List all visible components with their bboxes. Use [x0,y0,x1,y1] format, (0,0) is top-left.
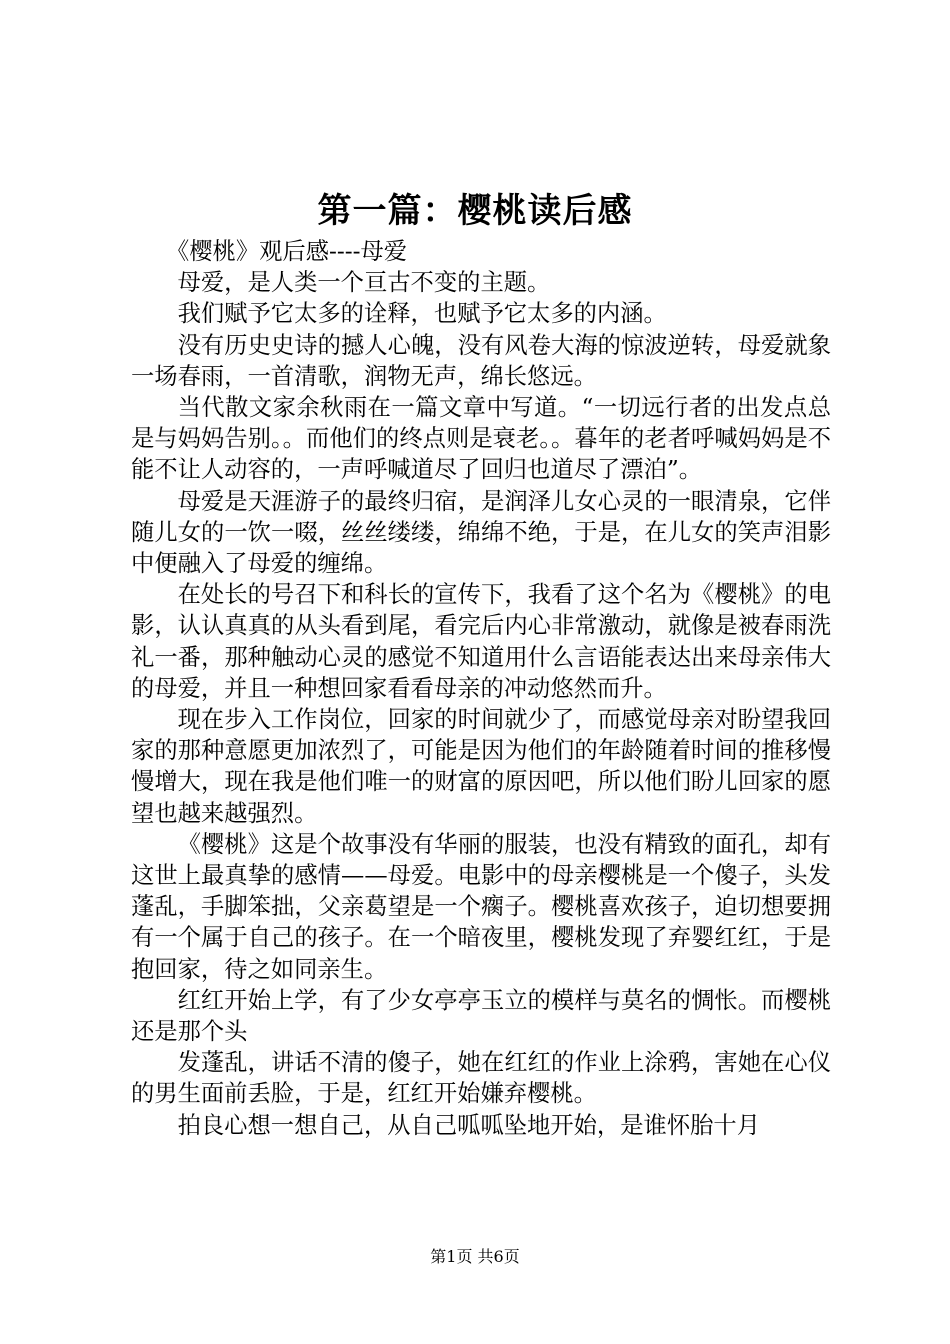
paragraph: 在处长的号召下和科长的宣传下，我看了这个名为《樱桃》的电影，认认真真的从头看到尾，看完后内心非常激动，就像是被春雨洗礼一番，那种触动心灵的感觉不知道用什么言语能表达出来母亲伟大的母爱，并且一种想回家看看母亲的冲动悠然而升。 [131,581,831,702]
paragraph: 母爱是天涯游子的最终归宿，是润泽儿女心灵的一眼清泉，它伴随儿女的一饮一啜，丝丝缕缕，绵绵不绝，于是，在儿女的笑声泪影中便融入了母爱的缠绵。 [131,487,831,578]
paragraph: 红红开始上学，有了少女亭亭玉立的模样与莫名的惆怅。而樱桃还是那个头 [131,986,831,1046]
document-body [131,236,831,1141]
paragraph: 母爱，是人类一个亘古不变的主题。 [177,269,551,297]
paragraph: 拍良心想一想自己，从自己呱呱坠地开始，是谁怀胎十月 [177,1111,761,1139]
paragraph: 我们赋予它太多的诠释，也赋予它太多的内涵。 [177,300,667,328]
paragraph-subtitle: 《樱桃》观后感----母爱 [165,238,408,265]
page-footer: 第1页 共6页 [430,1247,520,1266]
document-title: 第一篇：樱桃读后感 [317,191,633,231]
paragraph: 当代散文家余秋雨在一篇文章中写道。“一切远行者的出发点总是与妈妈告别。。而他们的终点则是衰老。。暮年的老者呼喊妈妈是不能不让人动容的，一声呼喊道尽了回归也道尽了漂泊”。 [131,394,831,484]
paragraph: 发蓬乱，讲话不清的傻子，她在红红的作业上涂鸦，害她在心仪的男生面前丢脸，于是，红红开始嫌弃樱桃。 [131,1049,831,1108]
paragraph: 现在步入工作岗位，回家的时间就少了，而感觉母亲对盼望我回家的那种意愿更加浓烈了，可能是因为他们的年龄随着时间的推移慢慢增大，现在我是他们唯一的财富的原因吧，所以他们盼儿回家的愿望也越来越强烈。 [131,706,831,827]
paragraph: 《樱桃》这是个故事没有华丽的服装，也没有精致的面孔，却有这世上最真挚的感情——母爱。电影中的母亲樱桃是一个傻子，头发蓬乱，手脚笨拙，父亲葛望是一个瘸子。樱桃喜欢孩子，迫切想要拥有一个属于自己的孩子。在一个暗夜里，樱桃发现了弃婴红红，于是抱回家，待之如同亲生。 [131,830,831,983]
paragraph: 没有历史史诗的撼人心魄，没有风卷大海的惊波逆转，母爱就象一场春雨，一首清歌，润物无声，绵长悠远。 [131,331,831,390]
